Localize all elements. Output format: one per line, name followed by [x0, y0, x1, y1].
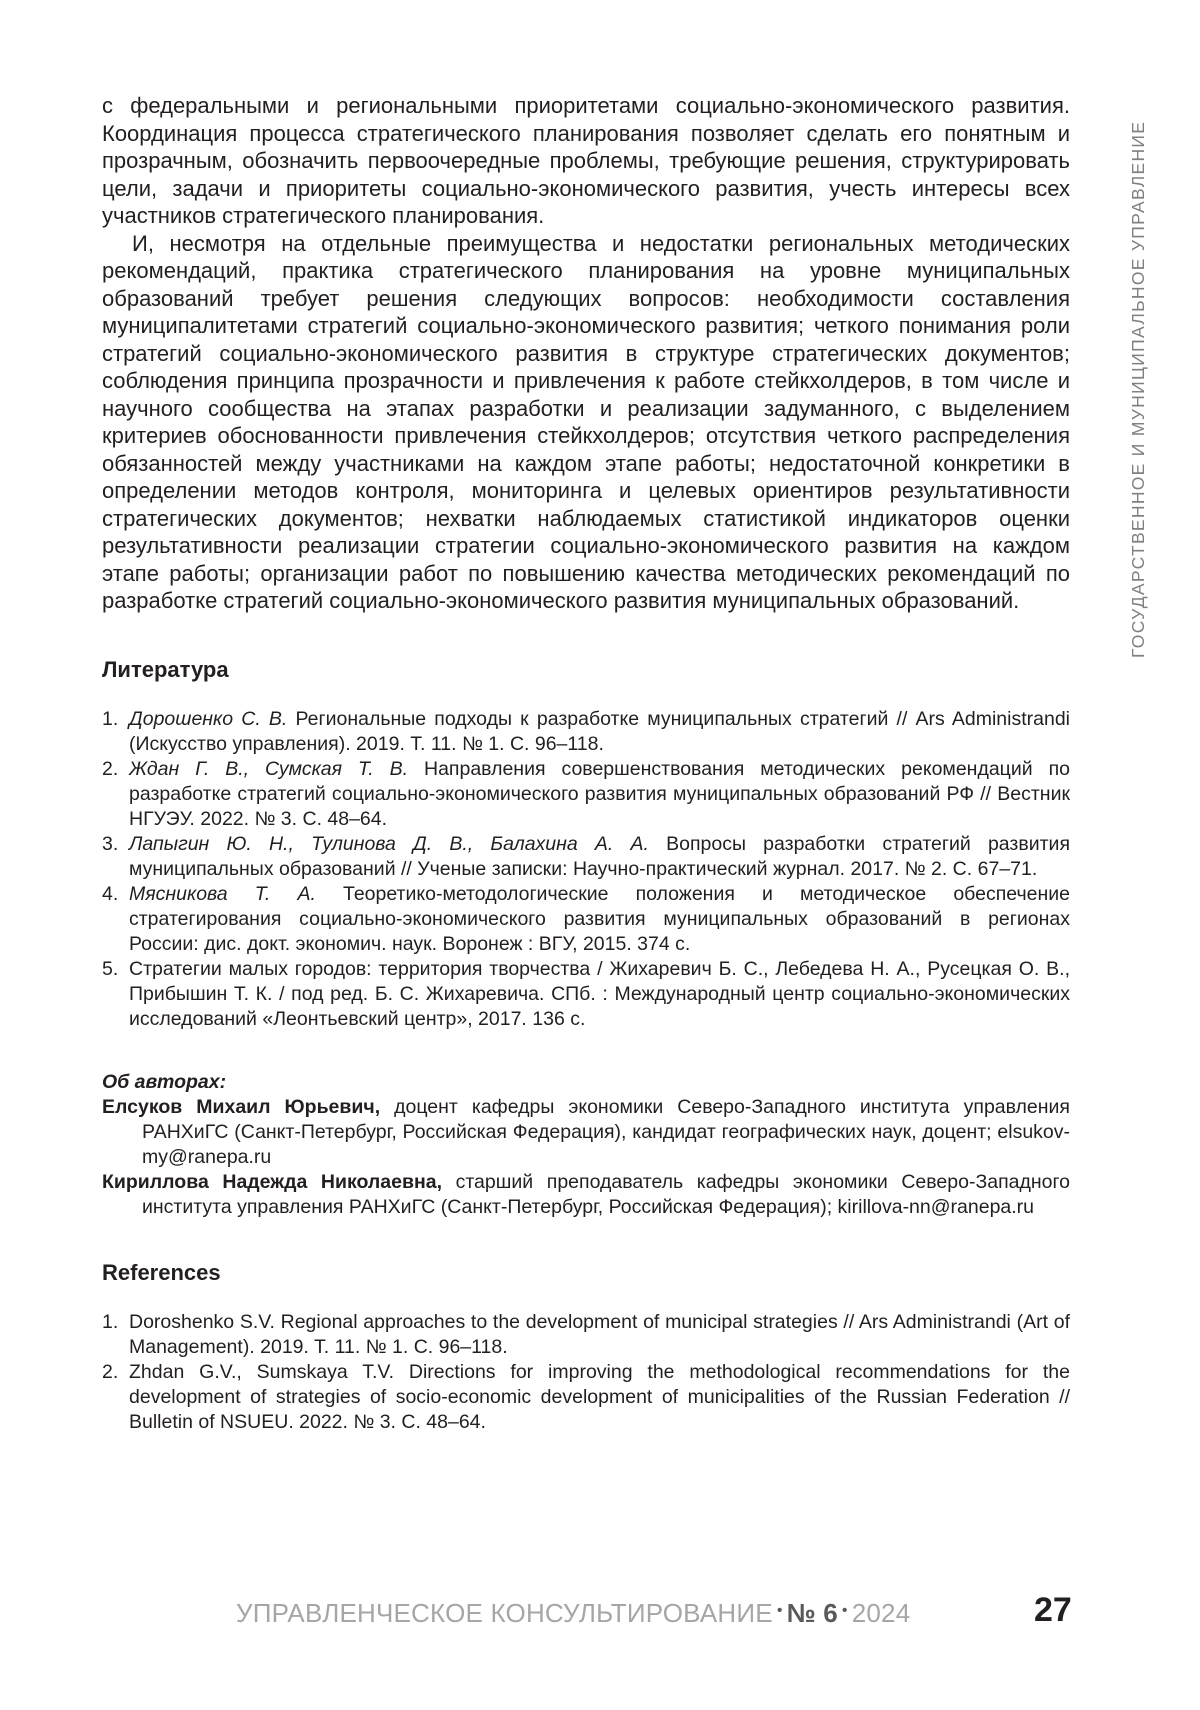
literature-item-text: Теоретико-методологические положения и методическое обеспечение стратегирования социально-экономического развития муниципальных образований в регионах России: дис. докт. экономич. наук. Воронеж : ВГУ, 2015. 374 с.: [129, 882, 1070, 955]
authors-section: [102, 1070, 1070, 1220]
author-details: старший преподаватель кафедры экономики Северо-Западного института управления РАНХиГС (Санкт-Петербург, Российская Федерация); kirillova-nn@ranepa.ru: [142, 1170, 1070, 1218]
literature-item-number: 3.: [102, 832, 119, 855]
reference-item-text: Doroshenko S.V. Regional approaches to the development of municipal strategies // Ars Administrandi (Art of Management). 2019. T. 11. № 1. C. 96–118.: [129, 1310, 1070, 1358]
author-name: Елсуков Михаил Юрьевич,: [102, 1095, 381, 1118]
literature-item-text: Направления совершенствования методических рекомендаций по разработке стратегий социально-экономического развития муниципальных образований РФ // Вестник НГУЭУ. 2022. № 3. С. 48–64.: [129, 757, 1070, 830]
reference-item-number: 2.: [102, 1360, 119, 1383]
literature-item-authors: Дорошенко С. В.: [129, 707, 288, 730]
literature-heading: Литература: [102, 656, 229, 682]
literature-item-1: [102, 707, 1070, 757]
literature-item-authors: Лапыгин Ю. Н., Тулинова Д. В., Балахина А. А.: [129, 832, 649, 855]
author-name: Кириллова Надежда Николаевна,: [102, 1170, 443, 1193]
literature-item-authors: Мясникова Т. А.: [129, 882, 316, 905]
references-list: [102, 1310, 1070, 1435]
body-paragraph-1: с федеральными и региональными приоритетами социально-экономического развития. Координация процесса стратегического планирования позволяет сделать его понятным и прозрачным, обозначить первоочередные проблемы, требующие решения, структурировать цели, задачи и приоритеты социально-экономического развития, учесть интересы всех участников стратегического планирования.: [102, 93, 1070, 228]
literature-item-number: 1.: [102, 707, 119, 730]
literature-item-3: [102, 832, 1070, 882]
literature-item-authors: Ждан Г. В., Сумская Т. В.: [129, 757, 409, 780]
page-content: [102, 92, 1070, 1435]
literature-item-number: 2.: [102, 757, 119, 780]
section-side-label: ГОСУДАРСТВЕННОЕ И МУНИЦИПАЛЬНОЕ УПРАВЛЕНИЕ: [1128, 120, 1148, 658]
literature-item-2: [102, 757, 1070, 832]
literature-item-number: 4.: [102, 882, 119, 905]
references-heading: References: [102, 1259, 221, 1285]
author-details: доцент кафедры экономики Северо-Западного института управления РАНХиГС (Санкт-Петербург, Российская Федерация), кандидат географических наук, доцент; elsukov-my@ranepa.ru: [142, 1095, 1070, 1168]
page-number: 27: [1034, 1591, 1072, 1629]
body-paragraph-2: И, несмотря на отдельные преимущества и недостатки региональных методических рекомендаций, практика стратегического планирования на уровне муниципальных образований требует решения следующих вопросов: необходимости составления муниципалитетами стратегий социально-экономического развития; четкого понимания роли стратегий социально-экономического развития в структуре стратегических документов; соблюдения принципа прозрачности и привлечения к работе стейкхолдеров, в том числе и научного сообщества на этапах разработки и реализации задуманного, с выделением критериев обоснованности привлечения стейкхолдеров; отсутствия четкого распределения обязанностей между участниками на каждом этапе работы; недостаточной конкретики в определении методов контроля, мониторинга и целевых ориентиров результативности стратегических документов; нехватки наблюдаемых статистикой индикаторов оценки результативности реализации стратегии социально-экономического развития на каждом этапе работы; организации работ по повышению качества методических рекомендаций по разработке стратегий социально-экономического развития муниципальных образований.: [102, 230, 1070, 613]
footer-journal-title: УПРАВЛЕНЧЕСКОЕ КОНСУЛЬТИРОВАНИЕ: [236, 1598, 773, 1628]
body-text: [102, 92, 1070, 615]
authors-heading: Об авторах:: [102, 1070, 227, 1093]
footer-separator: •: [841, 1602, 848, 1619]
author-entry-2: [102, 1170, 1070, 1220]
reference-item-number: 1.: [102, 1310, 119, 1333]
footer-year: 2024: [851, 1598, 911, 1628]
literature-item-text: Региональные подходы к разработке муниципальных стратегий // Ars Administrandi (Искусство управления). 2019. Т. 11. № 1. С. 96–118.: [129, 707, 1070, 755]
literature-list: [102, 707, 1070, 1032]
reference-item-1: [102, 1310, 1070, 1360]
reference-item-text: Zhdan G.V., Sumskaya T.V. Directions for improving the methodological recommendations for the development of strategies of socio-economic development of municipalities of the Russian Federation // Bulletin of NSUEU. 2022. № 3. C. 48–64.: [129, 1360, 1070, 1433]
author-entry-1: [102, 1095, 1070, 1170]
literature-item-text: Вопросы разработки стратегий развития муниципальных образований // Ученые записки: Научно-практический журнал. 2017. № 2. С. 67–71.: [129, 832, 1070, 880]
footer-separator: •: [776, 1602, 783, 1619]
literature-item-number: 5.: [102, 957, 119, 980]
reference-item-2: [102, 1360, 1070, 1435]
footer-issue-number: № 6: [786, 1598, 838, 1628]
running-footer: [236, 1598, 910, 1629]
literature-item-5: [102, 957, 1070, 1032]
literature-item-4: [102, 882, 1070, 957]
literature-item-text: Стратегии малых городов: территория творчества / Жихаревич Б. С., Лебедева Н. А., Русецкая О. В., Прибышин Т. К. / под ред. Б. С. Жихаревича. СПб. : Международный центр социально-экономических исследований «Леонтьевский центр», 2017. 136 с.: [129, 957, 1070, 1030]
